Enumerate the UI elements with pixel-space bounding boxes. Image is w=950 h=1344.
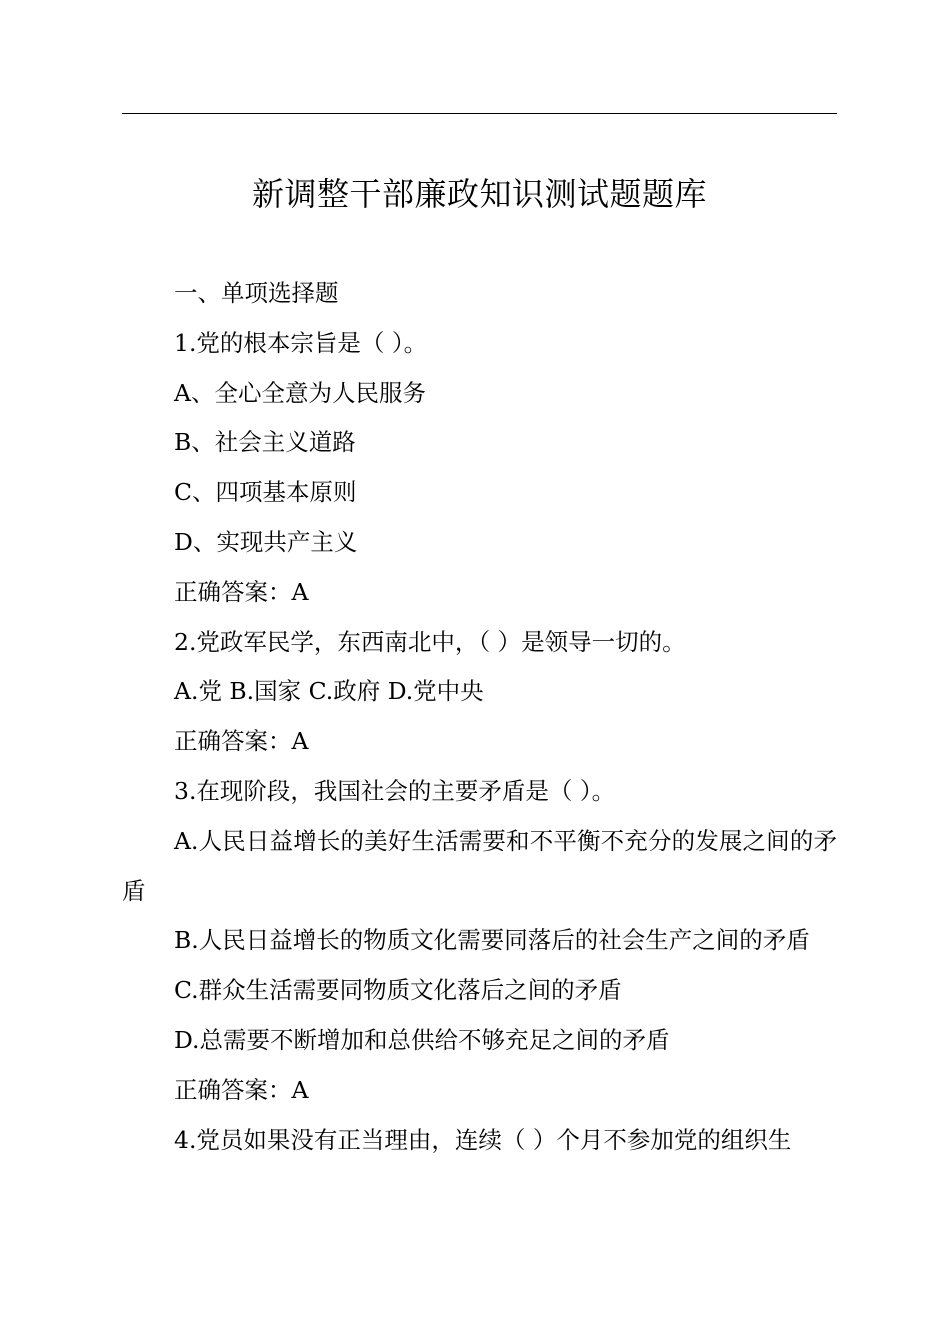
section-heading: 一、单项选择题 — [174, 279, 339, 307]
answer-line: 正确答案：A — [174, 1075, 309, 1104]
question-3: 3.在现阶段，我国社会的主要矛盾是（ ）。 — [174, 776, 616, 805]
answer-line: 正确答案：A — [174, 727, 309, 756]
question-2: 2.党政军民学，东西南北中，（ ）是领导一切的。 — [174, 627, 686, 656]
header-rule — [122, 113, 837, 114]
question-1: 1.党的根本宗旨是（ ）。 — [174, 328, 428, 357]
option-line: C.群众生活需要同物质文化落后之间的矛盾 — [174, 976, 622, 1005]
answer-line: 正确答案：A — [174, 577, 309, 606]
option-line: A、全心全意为人民服务 — [174, 378, 426, 407]
option-line: B、社会主义道路 — [174, 428, 356, 457]
document-title: 新调整干部廉政知识测试题题库 — [251, 175, 707, 213]
option-line: A.人民日益增长的美好生活需要和不平衡不充分的发展之间的矛盾 — [122, 826, 837, 905]
question-4: 4.党员如果没有正当理由，连续（ ）个月不参加党的组织生 — [174, 1125, 792, 1154]
option-line: A.党 B.国家 C.政府 D.党中央 — [174, 677, 484, 706]
option-line: C、四项基本原则 — [174, 478, 357, 507]
document-body — [122, 269, 837, 1165]
option-line: B.人民日益增长的物质文化需要同落后的社会生产之间的矛盾 — [174, 926, 810, 955]
option-line: D.总需要不断增加和总供给不够充足之间的矛盾 — [174, 1025, 670, 1054]
option-line: D、实现共产主义 — [174, 527, 358, 556]
